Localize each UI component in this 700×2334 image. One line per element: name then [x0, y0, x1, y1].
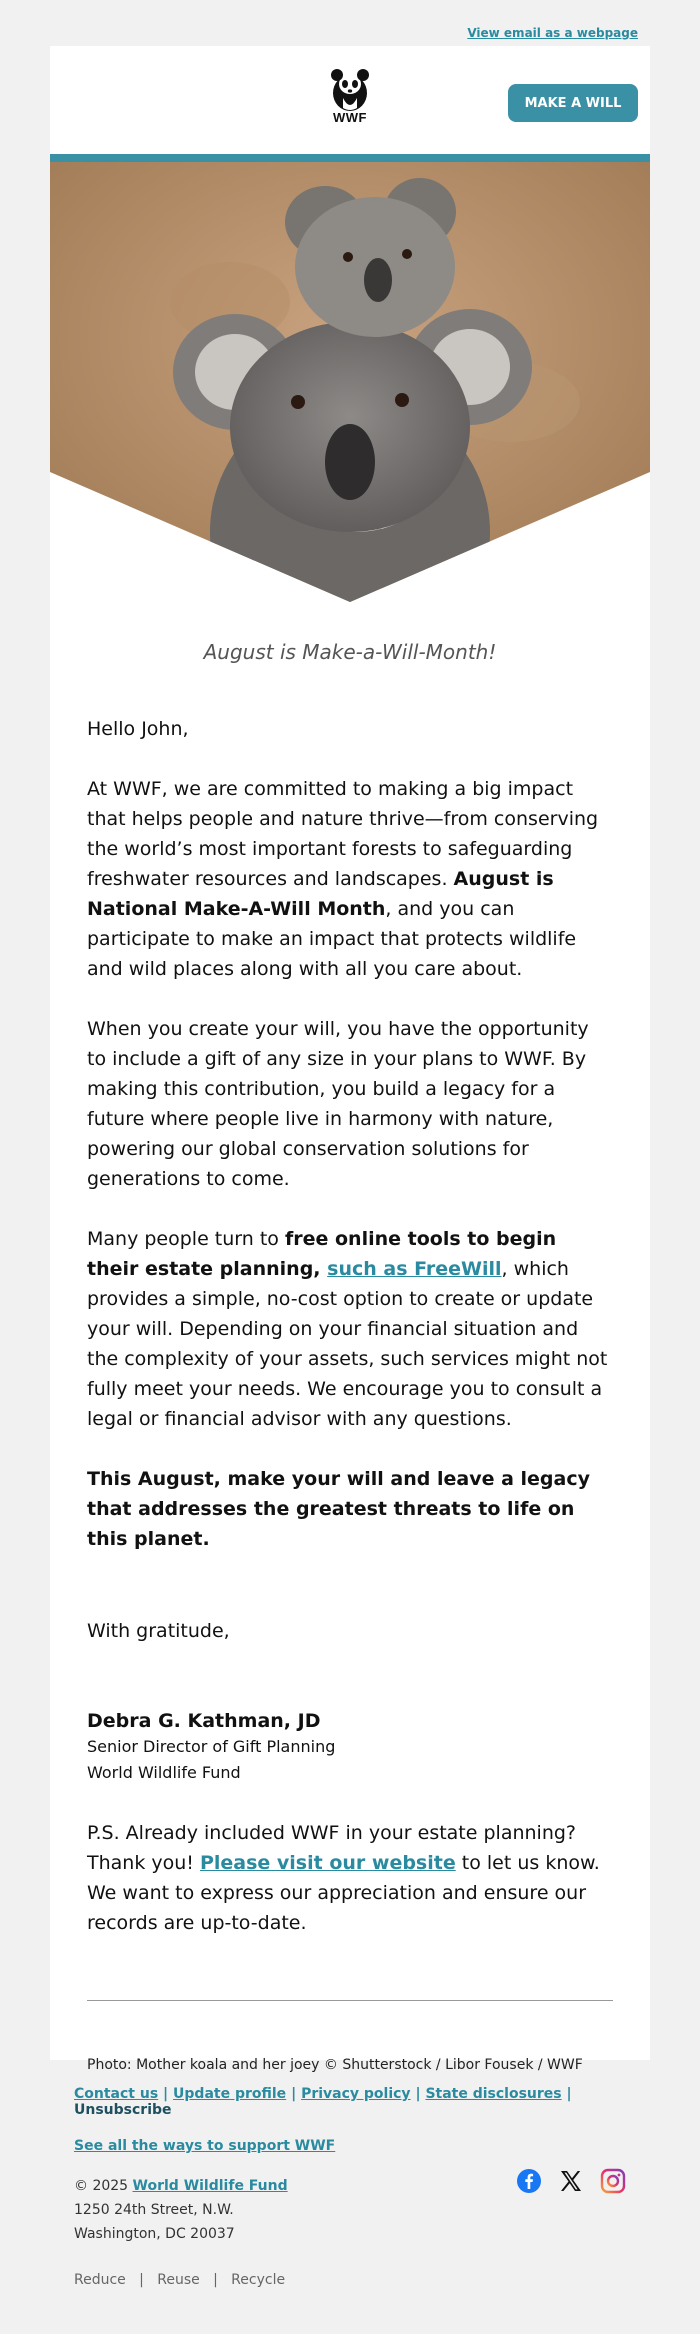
- separator: |: [130, 2272, 153, 2288]
- paragraph-2: When you create your will, you have the opportunity to include a gift of any size in your plans to WWF. By making this contribution, you build a legacy for a future where people live in harmony with nature, powering our global conservation solutions for generations to come.: [87, 1018, 589, 1190]
- paragraph-1: [87, 774, 613, 984]
- paragraph-4: This August, make your will and leave a legacy that addresses the greatest threats to life on this planet.: [87, 1468, 590, 1550]
- signature-title: Senior Director of Gift Planning: [87, 1737, 336, 1756]
- ps-text: P.S. Already included WWF in your estate planning? Thank you!: [87, 1822, 577, 1874]
- p1-text: At WWF, we are committed to making a big impact that helps people and nature thrive—from conserving the world’s most important forests to safeguarding freshwater resources and landscapes.: [87, 778, 599, 890]
- facebook-icon[interactable]: [516, 2168, 542, 2194]
- p3-text-end: , which provides a simple, no-cost option to create or update your will. Depending on your financial situation and the complexity of your assets, such services might not fully meet your needs. We encourage you to consult a legal or financial advisor with any questions.: [87, 1258, 608, 1430]
- contact-us-link[interactable]: Contact us: [74, 2086, 159, 2102]
- p3-text: Many people turn to: [87, 1228, 285, 1250]
- signature-org: World Wildlife Fund: [87, 1763, 241, 1782]
- social-icons: [516, 2168, 626, 2194]
- visit-website-link[interactable]: Please visit our website: [199, 1852, 456, 1874]
- copyright-text: © 2025: [74, 2178, 133, 2194]
- recycle-text: Recycle: [231, 2272, 286, 2288]
- address-line-1: 1250 24th Street, N.W.: [74, 2202, 234, 2218]
- ps-text-end: to let us know. We want to express our appreciation and ensure our records are up-to-date.: [87, 1852, 600, 1934]
- reuse-text: Reuse: [157, 2272, 200, 2288]
- make-a-will-button[interactable]: MAKE A WILL: [508, 84, 638, 122]
- update-profile-link[interactable]: Update profile: [173, 2086, 287, 2102]
- recycle-row: [74, 2272, 626, 2288]
- separator: |: [163, 2086, 174, 2102]
- email-header: [50, 46, 650, 162]
- email-card: [50, 46, 650, 2073]
- org-link[interactable]: World Wildlife Fund: [132, 2178, 288, 2194]
- separator: |: [566, 2086, 572, 2102]
- support-row: [74, 2138, 626, 2154]
- photo-credit: Photo: Mother koala and her joey © Shutterstock / Libor Fousek / WWF: [87, 2057, 583, 2073]
- logo-text: WWF: [333, 110, 367, 125]
- wwf-logo[interactable]: [322, 68, 378, 125]
- panda-icon: [328, 68, 372, 112]
- view-webpage-link[interactable]: View email as a webpage: [467, 26, 638, 40]
- signature-block: [87, 1708, 613, 1786]
- state-disclosures-link[interactable]: State disclosures: [425, 2086, 562, 2102]
- greeting: Hello John,: [87, 718, 189, 740]
- hero-koala-image: [50, 162, 650, 602]
- separator: |: [204, 2272, 227, 2288]
- p3-bold: free online tools to begin their estate planning,: [87, 1228, 557, 1280]
- divider: [87, 2000, 613, 2001]
- top-bar: [0, 0, 700, 46]
- privacy-policy-link[interactable]: Privacy policy: [301, 2086, 411, 2102]
- tagline: August is Make-a-Will-Month!: [203, 640, 497, 664]
- signature-name: Debra G. Kathman, JD: [87, 1710, 321, 1732]
- email-body: [87, 640, 613, 2087]
- paragraph-3: [87, 1224, 613, 1434]
- p1-text-end: , and you can participate to make an impact that protects wildlife and wild places along with all you care about.: [87, 898, 577, 980]
- postscript: [87, 1818, 613, 1938]
- p1-bold: August is National Make-A-Will Month: [87, 868, 554, 920]
- closing: With gratitude,: [87, 1620, 230, 1642]
- address-line-2: Washington, DC 20037: [74, 2226, 235, 2242]
- instagram-icon[interactable]: [600, 2168, 626, 2194]
- unsubscribe-link[interactable]: Unsubscribe: [74, 2102, 172, 2118]
- support-wwf-link[interactable]: See all the ways to support WWF: [74, 2138, 336, 2154]
- footer-links: [74, 2086, 626, 2118]
- separator: |: [415, 2086, 426, 2102]
- reduce-text: Reduce: [74, 2272, 126, 2288]
- x-icon[interactable]: [558, 2168, 584, 2194]
- freewill-link[interactable]: such as FreeWill: [327, 1258, 502, 1280]
- separator: |: [291, 2086, 302, 2102]
- email-footer: [74, 2086, 626, 2288]
